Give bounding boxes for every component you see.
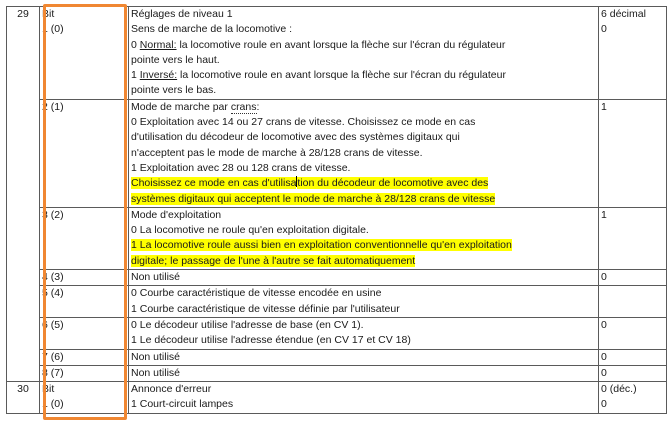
option-line: 0 La locomotive ne roule qu'en exploitation digitale. xyxy=(131,224,369,237)
inverse-label: Inversé: xyxy=(139,69,178,82)
option-line: n'acceptent pas le mode de marche à 28/128 crans de vitesse. xyxy=(131,146,423,159)
table-row xyxy=(7,7,667,100)
option-line: d'utilisation du décodeur de locomotive avec des systèmes digitaux qui xyxy=(131,131,460,144)
description-cell xyxy=(129,99,599,207)
table-row xyxy=(7,99,667,207)
cv-title: Réglages de niveau 1 xyxy=(131,8,233,20)
bit-index: 3 (2) xyxy=(40,207,129,269)
description-cell: Non utilisé xyxy=(129,270,599,286)
option-normal-cont: pointe vers le haut. xyxy=(131,53,220,66)
table-row xyxy=(7,349,667,365)
value-cell xyxy=(599,286,667,318)
bit-cell xyxy=(40,7,129,100)
option-normal: 0 Normal: la locomotive roule en avant lorsque la flèche sur l'écran du régulateur xyxy=(131,38,506,51)
bit-index: 1 (0) xyxy=(42,23,64,36)
option-line: 1 Le décodeur utilise l'adresse étendue (en CV 17 et CV 18) xyxy=(131,334,411,347)
bit-label: Bit xyxy=(42,383,55,396)
highlighted-note: digitale; le passage de l'une à l'autre se fait automatiquement xyxy=(131,254,416,267)
description-cell: Non utilisé xyxy=(129,349,599,365)
bit-cell xyxy=(40,382,129,414)
setting-subtitle: Sens de marche de la locomotive : xyxy=(131,23,293,36)
table-row xyxy=(7,382,667,414)
value-decimal: 0 (déc.) xyxy=(601,383,637,396)
table-row xyxy=(7,207,667,269)
bit-index: 4 (3) xyxy=(40,270,129,286)
description-cell xyxy=(129,207,599,269)
option-inverse: 1 Inversé: la locomotive roule en avant lorsque la flèche sur l'écran du régulateur xyxy=(131,69,506,82)
bit-index: 2 (1) xyxy=(40,99,129,207)
description-cell xyxy=(129,286,599,318)
description-cell: Non utilisé xyxy=(129,365,599,381)
option-line: 1 Exploitation avec 28 ou 128 crans de vitesse. xyxy=(131,161,351,174)
value-cell: 1 xyxy=(599,99,667,207)
cv-title: Annonce d'erreur xyxy=(131,383,212,396)
value-cell xyxy=(599,382,667,414)
bit-index: 6 (5) xyxy=(40,317,129,349)
description-cell xyxy=(129,317,599,349)
normal-label: Normal: xyxy=(139,38,177,51)
cv-number: 30 xyxy=(7,382,40,414)
option-line: 1 Courbe caractéristique de vitesse définie par l'utilisateur xyxy=(131,302,400,315)
bit-index: 8 (7) xyxy=(40,365,129,381)
option-line: 0 Le décodeur utilise l'adresse de base (en CV 1). xyxy=(131,318,364,331)
bit-index: 1 (0) xyxy=(42,398,64,411)
option-line: 0 Exploitation avec 14 ou 27 crans de vitesse. Choisissez ce mode en cas xyxy=(131,116,476,129)
description-cell xyxy=(129,7,599,100)
table-row xyxy=(7,286,667,318)
setting-title: Mode de marche par crans: xyxy=(131,100,260,113)
value-bit: 0 xyxy=(601,398,607,411)
description-cell xyxy=(129,382,599,414)
value-cell xyxy=(599,7,667,100)
setting-title: Mode d'exploitation xyxy=(131,208,222,221)
highlighted-note: systèmes digitaux qui acceptent le mode de marche à 28/128 crans de vitesse xyxy=(131,192,496,205)
bit-index: 5 (4) xyxy=(40,286,129,318)
cv-table xyxy=(6,6,667,414)
option-line: 0 Courbe caractéristique de vitesse encodée en usine xyxy=(131,287,382,300)
cv-number: 29 xyxy=(7,7,40,382)
highlighted-note: Choisissez ce mode en cas d'utilisation du décodeur de locomotive avec des xyxy=(131,177,489,190)
option-line: 1 Court-circuit lampes xyxy=(131,398,234,411)
bit-index: 7 (6) xyxy=(40,349,129,365)
option-inverse-cont: pointe vers le bas. xyxy=(131,84,217,97)
table-row xyxy=(7,270,667,286)
highlighted-note: 1 La locomotive roule aussi bien en exploitation conventionnelle qu'en exploitation xyxy=(131,239,512,252)
value-cell: 1 xyxy=(599,207,667,269)
value-cell: 0 xyxy=(599,349,667,365)
crans-word: crans xyxy=(230,100,257,113)
value-bit: 0 xyxy=(601,23,607,36)
table-row xyxy=(7,365,667,381)
bit-label: Bit xyxy=(42,8,55,20)
value-cell: 0 xyxy=(599,270,667,286)
table-row xyxy=(7,317,667,349)
value-cell: 0 xyxy=(599,317,667,349)
value-decimal: 6 décimal xyxy=(601,8,646,20)
value-cell: 0 xyxy=(599,365,667,381)
cv-document xyxy=(6,0,668,427)
